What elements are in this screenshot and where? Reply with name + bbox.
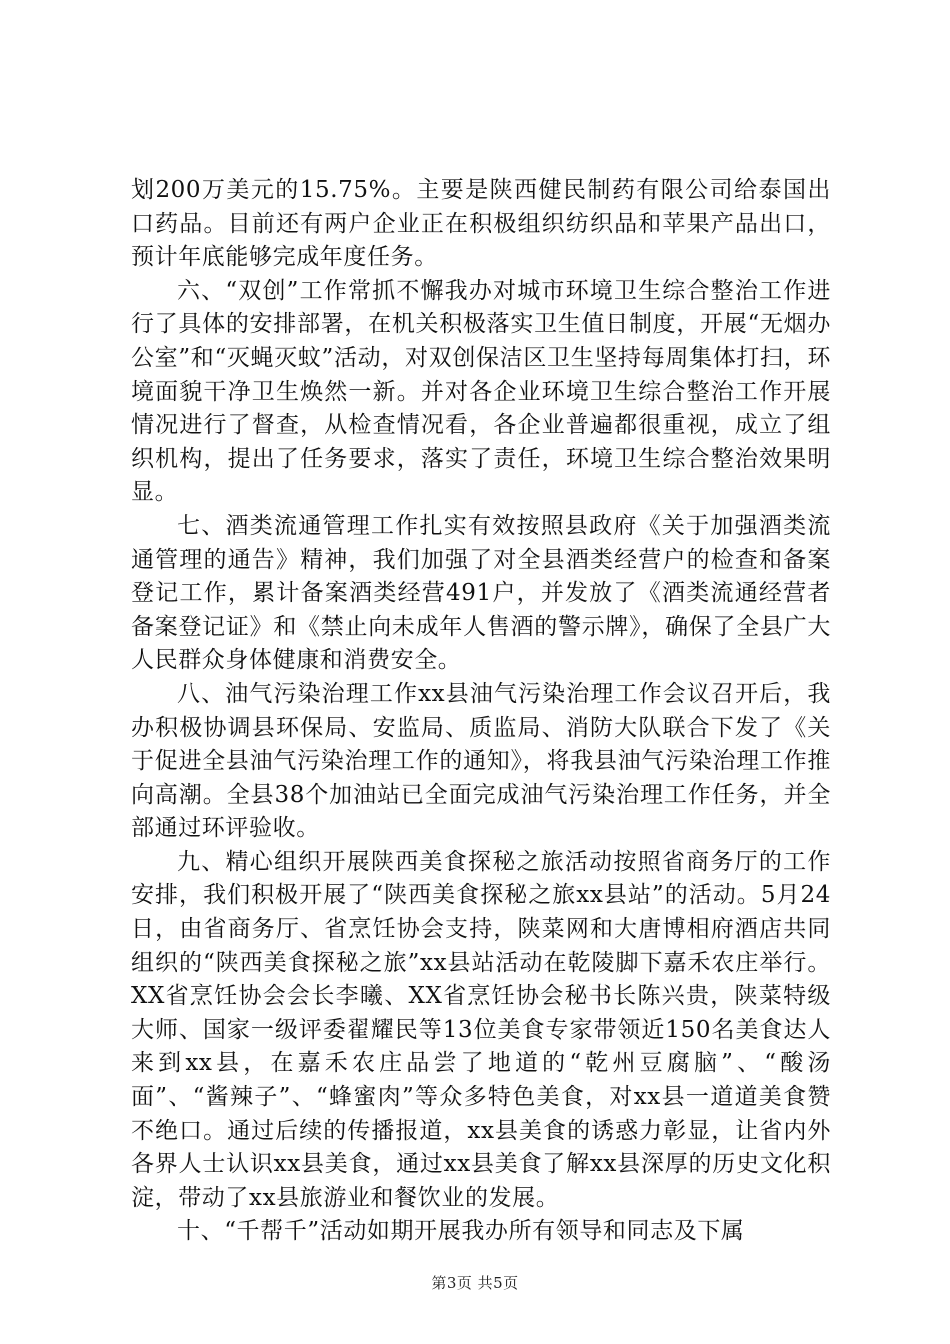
paragraph-section-7: 七、酒类流通管理工作扎实有效按照县政府《关于加强酒类流通管理的通告》精神，我们加强了对全县酒类经营户的检查和备案登记工作，累计备案酒类经营491户，并发放了《酒类流通经营者备案登记证》和《禁止向未成年人售酒的警示牌》，确保了全县广大人民群众身体健康和消费安全。 <box>131 512 831 674</box>
paragraph-section-10: 十、“千帮千”活动如期开展我办所有领导和同志及下属 <box>177 1218 745 1245</box>
paragraph-continuation: 划200万美元的15.75%。主要是陕西健民制药有限公司给泰国出口药品。目前还有两户企业正在积极组织纺织品和苹果产品出口，预计年底能够完成年度任务。 <box>131 177 831 271</box>
page-number-footer: 第3页 共5页 <box>431 1274 519 1292</box>
document-body <box>131 174 831 1249</box>
paragraph-section-6: 六、“双创”工作常抓不懈我办对城市环境卫生综合整治工作进行了具体的安排部署，在机关积极落实卫生值日制度，开展“无烟办公室”和“灭蝇灭蚊”活动，对双创保洁区卫生坚持每周集体打扫，环境面貌干净卫生焕然一新。并对各企业环境卫生综合整治工作开展情况进行了督查，从检查情况看，各企业普遍都很重视，成立了组织机构，提出了任务要求，落实了责任，环境卫生综合整治效果明显。 <box>131 277 831 506</box>
paragraph-section-8: 八、油气污染治理工作xx县油气污染治理工作会议召开后，我办积极协调县环保局、安监局、质监局、消防大队联合下发了《关于促进全县油气污染治理工作的通知》，将我县油气污染治理工作推向高潮。全县38个加油站已全面完成油气污染治理工作任务，并全部通过环评验收。 <box>131 680 831 842</box>
paragraph-section-9: 九、精心组织开展陕西美食探秘之旅活动按照省商务厅的工作安排，我们积极开展了“陕西美食探秘之旅xx县站”的活动。5月24日，由省商务厅、省烹饪协会支持，陕菜网和大唐博相府酒店共同组织的“陕西美食探秘之旅”xx县站活动在乾陵脚下嘉禾农庄举行。XX省烹饪协会会长李曦、XX省烹饪协会秘书长陈兴贵，陕菜特级大师、国家一级评委翟耀民等13位美食专家带领近150名美食达人来到xx县，在嘉禾农庄品尝了地道的“乾州豆腐脑”、“酸汤面”、“酱辣子”、“蜂蜜肉”等众多特色美食，对xx县一道道美食赞不绝口。通过后续的传播报道，xx县美食的诱惑力彰显，让省内外各界人士认识xx县美食，通过xx县美食了解xx县深厚的历史文化积淀，带动了xx县旅游业和餐饮业的发展。 <box>131 848 831 1211</box>
